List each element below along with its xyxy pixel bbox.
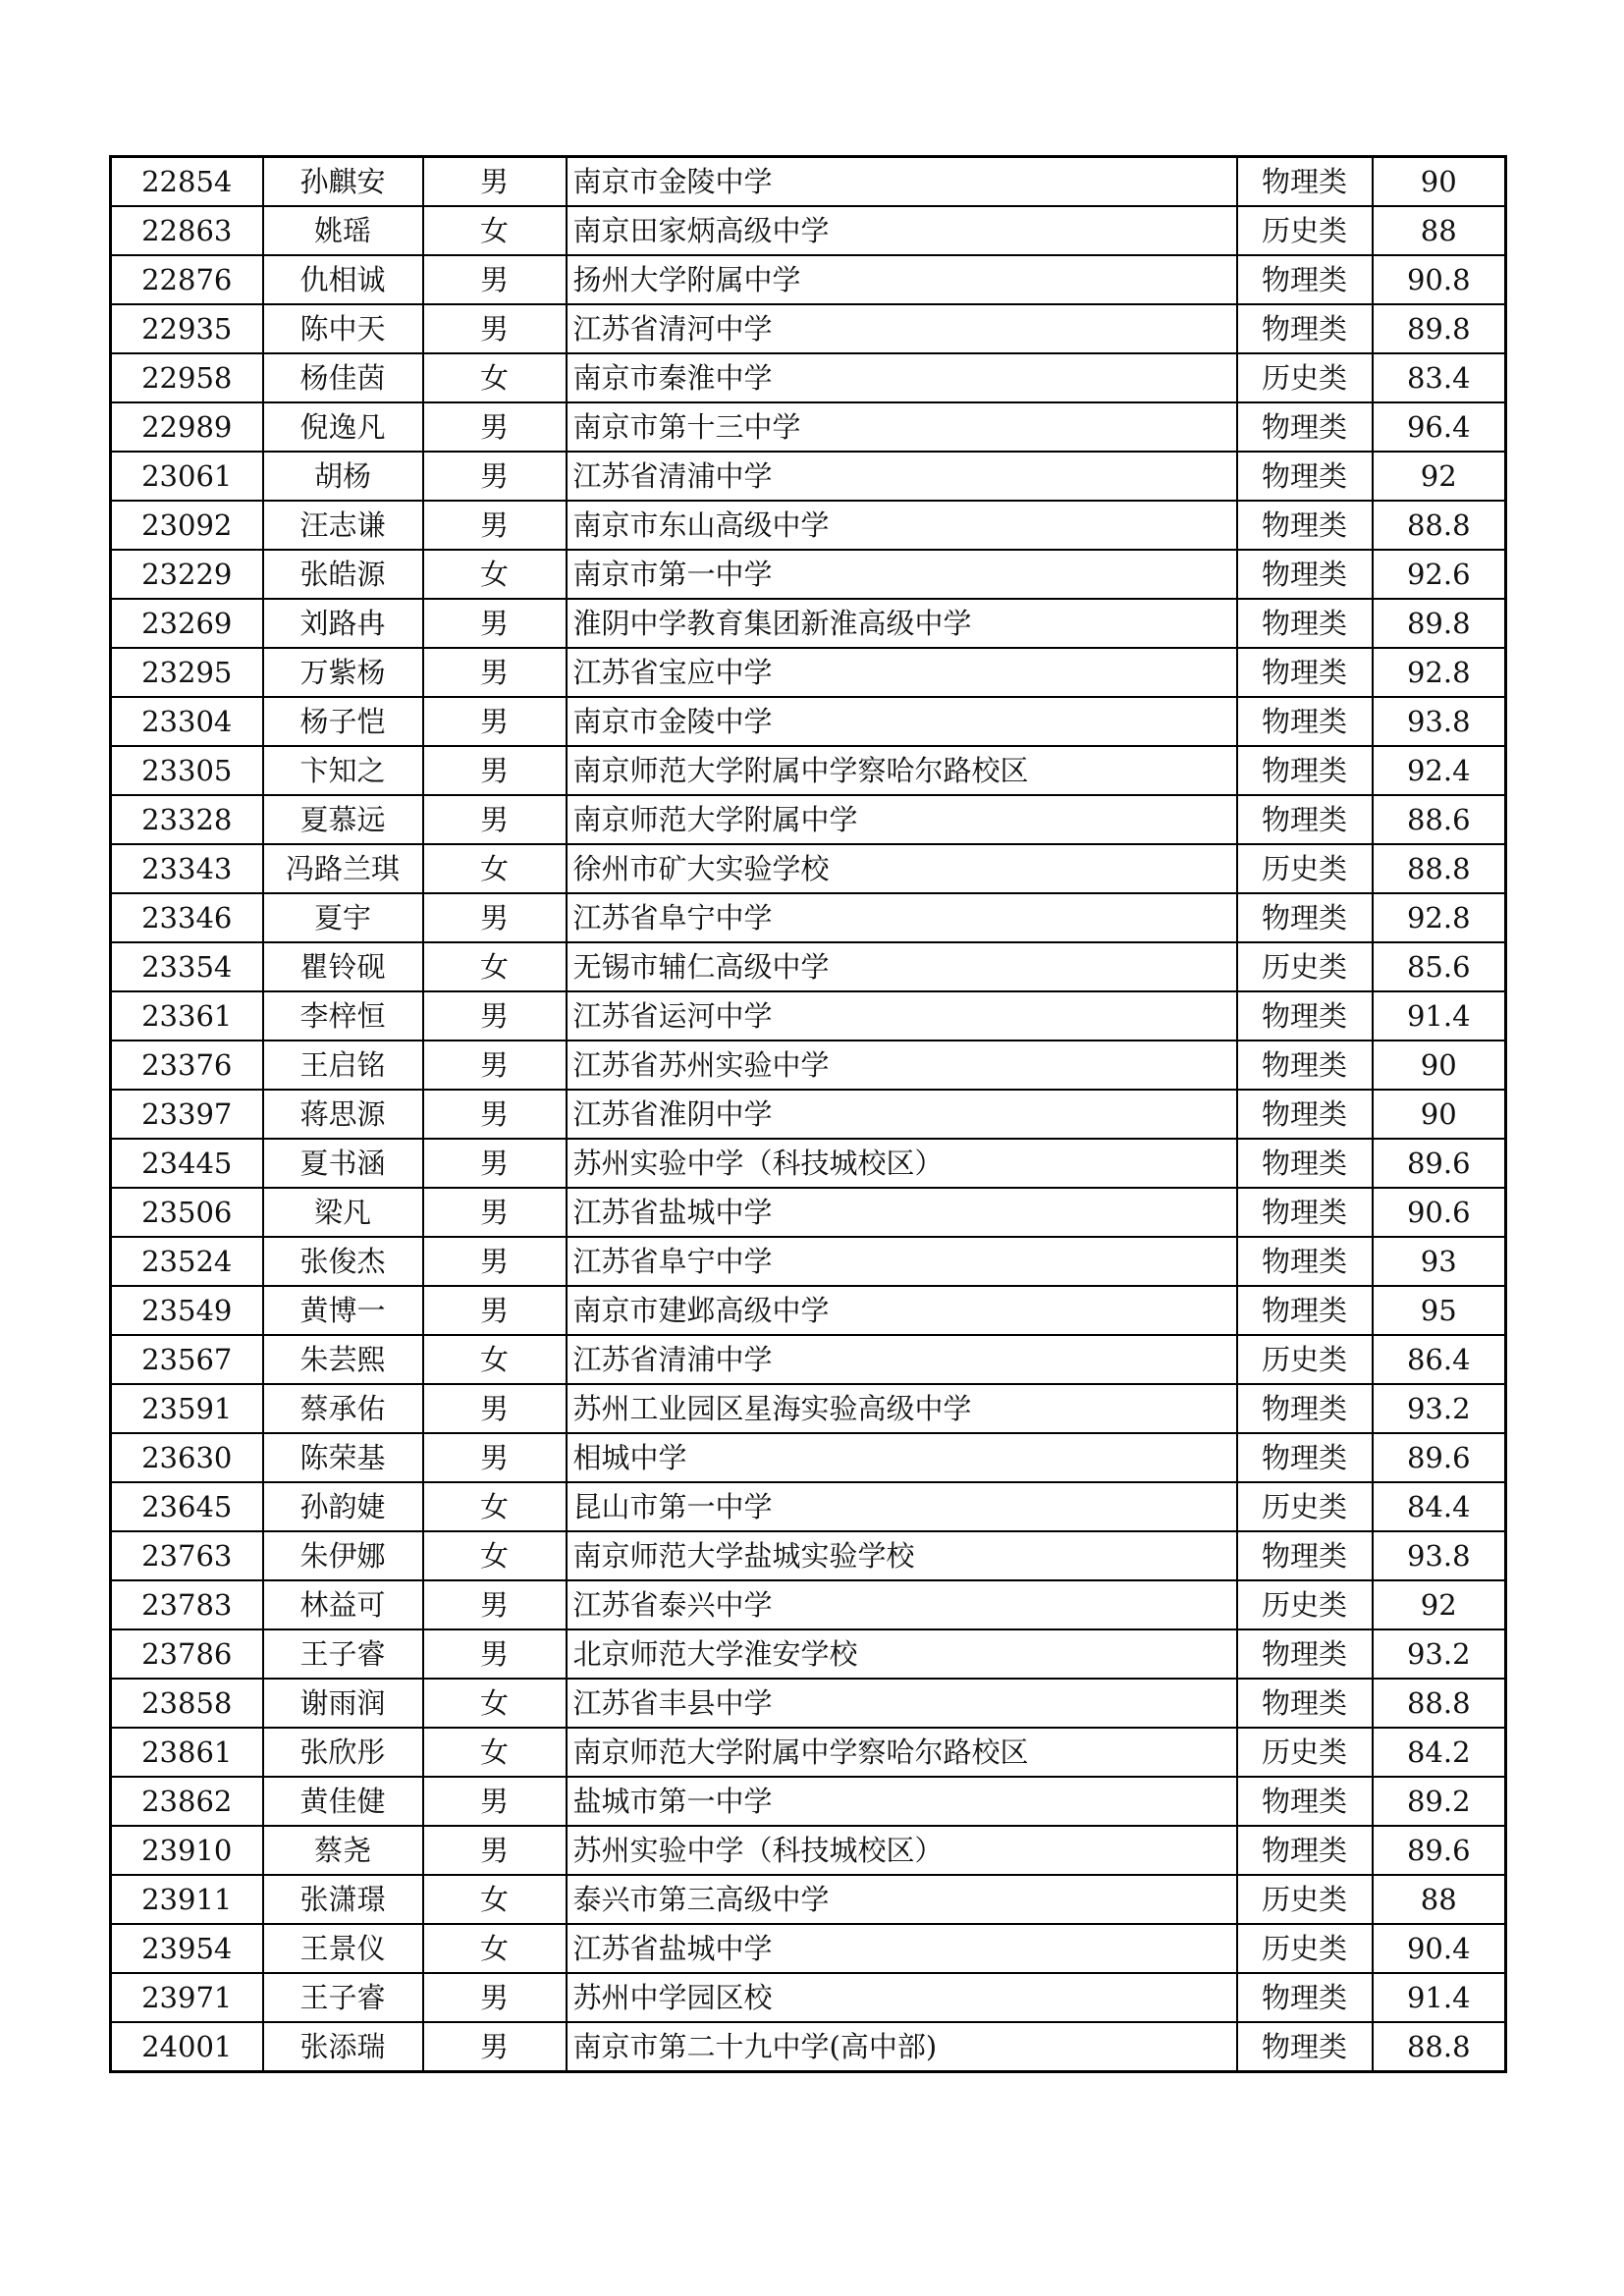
gender-cell: 女 (423, 1482, 567, 1531)
candidate-id-cell: 24001 (111, 2022, 263, 2072)
table-row (111, 942, 1506, 991)
gender-cell: 男 (423, 452, 567, 501)
student-name-cell: 蒋思源 (263, 1090, 423, 1139)
school-cell: 北京师范大学淮安学校 (567, 1629, 1237, 1679)
candidate-id-cell: 23376 (111, 1041, 263, 1090)
table-row (111, 1875, 1506, 1924)
score-cell: 93.8 (1373, 1531, 1506, 1580)
subject-category-cell: 历史类 (1237, 942, 1373, 991)
table-row (111, 599, 1506, 648)
subject-category-cell: 历史类 (1237, 844, 1373, 893)
table-row (111, 991, 1506, 1041)
student-name-cell: 杨子恺 (263, 697, 423, 746)
school-cell: 南京田家炳高级中学 (567, 206, 1237, 255)
student-name-cell: 姚瑶 (263, 206, 423, 255)
candidate-id-cell: 23630 (111, 1433, 263, 1482)
student-name-cell: 王启铭 (263, 1041, 423, 1090)
subject-category-cell: 物理类 (1237, 746, 1373, 795)
subject-category-cell: 物理类 (1237, 1188, 1373, 1237)
subject-category-cell: 历史类 (1237, 1482, 1373, 1531)
gender-cell: 女 (423, 1924, 567, 1973)
candidate-id-cell: 22863 (111, 206, 263, 255)
candidate-id-cell: 23911 (111, 1875, 263, 1924)
subject-category-cell: 物理类 (1237, 697, 1373, 746)
student-name-cell: 杨佳茵 (263, 353, 423, 402)
school-cell: 江苏省盐城中学 (567, 1188, 1237, 1237)
school-cell: 南京市建邺高级中学 (567, 1286, 1237, 1335)
table-row (111, 1041, 1506, 1090)
gender-cell: 女 (423, 1728, 567, 1777)
subject-category-cell: 物理类 (1237, 550, 1373, 599)
subject-category-cell: 物理类 (1237, 893, 1373, 942)
gender-cell: 男 (423, 1777, 567, 1826)
score-cell: 84.4 (1373, 1482, 1506, 1531)
table-row (111, 255, 1506, 304)
gender-cell: 女 (423, 206, 567, 255)
table-row (111, 1679, 1506, 1728)
candidate-id-cell: 23506 (111, 1188, 263, 1237)
score-cell: 89.6 (1373, 1826, 1506, 1875)
candidate-id-cell: 23858 (111, 1679, 263, 1728)
student-name-cell: 陈荣基 (263, 1433, 423, 1482)
gender-cell: 男 (423, 599, 567, 648)
table-row (111, 2022, 1506, 2072)
student-name-cell: 夏慕远 (263, 795, 423, 844)
subject-category-cell: 历史类 (1237, 1728, 1373, 1777)
score-cell: 90.4 (1373, 1924, 1506, 1973)
subject-category-cell: 物理类 (1237, 1041, 1373, 1090)
score-cell: 90.8 (1373, 255, 1506, 304)
subject-category-cell: 物理类 (1237, 402, 1373, 452)
candidate-id-cell: 23910 (111, 1826, 263, 1875)
school-cell: 江苏省清浦中学 (567, 452, 1237, 501)
gender-cell: 女 (423, 1335, 567, 1384)
gender-cell: 男 (423, 991, 567, 1041)
school-cell: 南京市金陵中学 (567, 157, 1237, 207)
gender-cell: 女 (423, 1679, 567, 1728)
student-name-cell: 夏宇 (263, 893, 423, 942)
table-row (111, 1433, 1506, 1482)
table-row (111, 1580, 1506, 1629)
gender-cell: 男 (423, 1090, 567, 1139)
student-name-cell: 蔡承佑 (263, 1384, 423, 1433)
student-name-cell: 张添瑞 (263, 2022, 423, 2072)
table-row (111, 452, 1506, 501)
roster-table (109, 155, 1507, 2073)
score-cell: 92.4 (1373, 746, 1506, 795)
table-row (111, 1826, 1506, 1875)
school-cell: 南京市第一中学 (567, 550, 1237, 599)
table-row (111, 1090, 1506, 1139)
gender-cell: 男 (423, 1580, 567, 1629)
score-cell: 84.2 (1373, 1728, 1506, 1777)
candidate-id-cell: 22876 (111, 255, 263, 304)
school-cell: 昆山市第一中学 (567, 1482, 1237, 1531)
subject-category-cell: 物理类 (1237, 648, 1373, 697)
table-row (111, 648, 1506, 697)
school-cell: 苏州实验中学（科技城校区） (567, 1139, 1237, 1188)
student-name-cell: 胡杨 (263, 452, 423, 501)
school-cell: 南京市东山高级中学 (567, 501, 1237, 550)
subject-category-cell: 物理类 (1237, 1384, 1373, 1433)
table-row (111, 1924, 1506, 1973)
score-cell: 93.2 (1373, 1629, 1506, 1679)
score-cell: 96.4 (1373, 402, 1506, 452)
gender-cell: 女 (423, 1531, 567, 1580)
school-cell: 江苏省宝应中学 (567, 648, 1237, 697)
student-name-cell: 林益可 (263, 1580, 423, 1629)
score-cell: 88.6 (1373, 795, 1506, 844)
candidate-id-cell: 23786 (111, 1629, 263, 1679)
gender-cell: 男 (423, 893, 567, 942)
candidate-id-cell: 23954 (111, 1924, 263, 1973)
school-cell: 南京师范大学附属中学察哈尔路校区 (567, 746, 1237, 795)
subject-category-cell: 物理类 (1237, 1826, 1373, 1875)
school-cell: 苏州工业园区星海实验高级中学 (567, 1384, 1237, 1433)
score-cell: 89.8 (1373, 599, 1506, 648)
candidate-id-cell: 22958 (111, 353, 263, 402)
school-cell: 苏州实验中学（科技城校区） (567, 1826, 1237, 1875)
student-name-cell: 陈中天 (263, 304, 423, 353)
gender-cell: 女 (423, 942, 567, 991)
student-name-cell: 汪志谦 (263, 501, 423, 550)
student-name-cell: 王子睿 (263, 1629, 423, 1679)
gender-cell: 男 (423, 501, 567, 550)
score-cell: 89.6 (1373, 1433, 1506, 1482)
table-row (111, 304, 1506, 353)
score-cell: 88.8 (1373, 844, 1506, 893)
candidate-id-cell: 23783 (111, 1580, 263, 1629)
student-name-cell: 卞知之 (263, 746, 423, 795)
gender-cell: 男 (423, 157, 567, 207)
student-name-cell: 瞿铃砚 (263, 942, 423, 991)
student-name-cell: 梁凡 (263, 1188, 423, 1237)
table-row (111, 1237, 1506, 1286)
school-cell: 相城中学 (567, 1433, 1237, 1482)
gender-cell: 男 (423, 304, 567, 353)
student-name-cell: 黄佳健 (263, 1777, 423, 1826)
school-cell: 江苏省阜宁中学 (567, 1237, 1237, 1286)
candidate-id-cell: 23445 (111, 1139, 263, 1188)
school-cell: 淮阴中学教育集团新淮高级中学 (567, 599, 1237, 648)
school-cell: 盐城市第一中学 (567, 1777, 1237, 1826)
candidate-id-cell: 23763 (111, 1531, 263, 1580)
table-row (111, 1384, 1506, 1433)
candidate-id-cell: 22989 (111, 402, 263, 452)
gender-cell: 男 (423, 1286, 567, 1335)
candidate-id-cell: 23269 (111, 599, 263, 648)
gender-cell: 男 (423, 1826, 567, 1875)
gender-cell: 女 (423, 550, 567, 599)
school-cell: 江苏省盐城中学 (567, 1924, 1237, 1973)
score-cell: 92.8 (1373, 893, 1506, 942)
table-row (111, 1973, 1506, 2022)
candidate-id-cell: 23861 (111, 1728, 263, 1777)
student-name-cell: 张俊杰 (263, 1237, 423, 1286)
student-name-cell: 刘路冉 (263, 599, 423, 648)
gender-cell: 男 (423, 2022, 567, 2072)
score-cell: 83.4 (1373, 353, 1506, 402)
table-row (111, 746, 1506, 795)
subject-category-cell: 物理类 (1237, 1433, 1373, 1482)
subject-category-cell: 物理类 (1237, 599, 1373, 648)
gender-cell: 男 (423, 1237, 567, 1286)
school-cell: 徐州市矿大实验学校 (567, 844, 1237, 893)
score-cell: 90 (1373, 157, 1506, 207)
student-name-cell: 朱伊娜 (263, 1531, 423, 1580)
student-name-cell: 李梓恒 (263, 991, 423, 1041)
school-cell: 江苏省丰县中学 (567, 1679, 1237, 1728)
student-name-cell: 朱芸熙 (263, 1335, 423, 1384)
candidate-id-cell: 23229 (111, 550, 263, 599)
table-row (111, 402, 1506, 452)
gender-cell: 男 (423, 795, 567, 844)
candidate-id-cell: 23397 (111, 1090, 263, 1139)
gender-cell: 男 (423, 1188, 567, 1237)
school-cell: 泰兴市第三高级中学 (567, 1875, 1237, 1924)
school-cell: 无锡市辅仁高级中学 (567, 942, 1237, 991)
table-row (111, 501, 1506, 550)
score-cell: 89.2 (1373, 1777, 1506, 1826)
table-row (111, 1286, 1506, 1335)
subject-category-cell: 物理类 (1237, 1090, 1373, 1139)
table-row (111, 1728, 1506, 1777)
candidate-id-cell: 23092 (111, 501, 263, 550)
score-cell: 89.8 (1373, 304, 1506, 353)
student-name-cell: 张潇璟 (263, 1875, 423, 1924)
subject-category-cell: 历史类 (1237, 1924, 1373, 1973)
table-row (111, 1188, 1506, 1237)
candidate-id-cell: 23295 (111, 648, 263, 697)
gender-cell: 女 (423, 353, 567, 402)
score-cell: 92.6 (1373, 550, 1506, 599)
subject-category-cell: 历史类 (1237, 353, 1373, 402)
candidate-id-cell: 23361 (111, 991, 263, 1041)
candidate-id-cell: 23549 (111, 1286, 263, 1335)
table-row (111, 550, 1506, 599)
school-cell: 江苏省淮阴中学 (567, 1090, 1237, 1139)
table-row (111, 844, 1506, 893)
school-cell: 南京师范大学盐城实验学校 (567, 1531, 1237, 1580)
subject-category-cell: 物理类 (1237, 991, 1373, 1041)
score-cell: 86.4 (1373, 1335, 1506, 1384)
school-cell: 南京市第十三中学 (567, 402, 1237, 452)
subject-category-cell: 物理类 (1237, 452, 1373, 501)
table-row (111, 795, 1506, 844)
school-cell: 南京市第二十九中学(高中部) (567, 2022, 1237, 2072)
subject-category-cell: 物理类 (1237, 1973, 1373, 2022)
score-cell: 90.6 (1373, 1188, 1506, 1237)
school-cell: 江苏省苏州实验中学 (567, 1041, 1237, 1090)
score-cell: 88 (1373, 1875, 1506, 1924)
score-cell: 90 (1373, 1090, 1506, 1139)
student-name-cell: 谢雨润 (263, 1679, 423, 1728)
candidate-id-cell: 23645 (111, 1482, 263, 1531)
school-cell: 南京师范大学附属中学 (567, 795, 1237, 844)
student-name-cell: 仇相诚 (263, 255, 423, 304)
score-cell: 93.8 (1373, 697, 1506, 746)
subject-category-cell: 物理类 (1237, 1679, 1373, 1728)
table-row (111, 353, 1506, 402)
score-cell: 92.8 (1373, 648, 1506, 697)
candidate-id-cell: 23591 (111, 1384, 263, 1433)
candidate-id-cell: 23971 (111, 1973, 263, 2022)
subject-category-cell: 物理类 (1237, 1286, 1373, 1335)
score-cell: 93.2 (1373, 1384, 1506, 1433)
gender-cell: 男 (423, 648, 567, 697)
subject-category-cell: 物理类 (1237, 501, 1373, 550)
score-cell: 90 (1373, 1041, 1506, 1090)
student-name-cell: 王子睿 (263, 1973, 423, 2022)
score-cell: 85.6 (1373, 942, 1506, 991)
table-row (111, 157, 1506, 207)
subject-category-cell: 物理类 (1237, 1629, 1373, 1679)
student-name-cell: 黄博一 (263, 1286, 423, 1335)
student-name-cell: 孙麒安 (263, 157, 423, 207)
score-cell: 91.4 (1373, 1973, 1506, 2022)
gender-cell: 女 (423, 844, 567, 893)
school-cell: 江苏省清浦中学 (567, 1335, 1237, 1384)
subject-category-cell: 历史类 (1237, 1580, 1373, 1629)
student-name-cell: 蔡尧 (263, 1826, 423, 1875)
candidate-id-cell: 22854 (111, 157, 263, 207)
school-cell: 江苏省运河中学 (567, 991, 1237, 1041)
gender-cell: 男 (423, 1139, 567, 1188)
student-name-cell: 张皓源 (263, 550, 423, 599)
score-cell: 88 (1373, 206, 1506, 255)
table-row (111, 1629, 1506, 1679)
subject-category-cell: 物理类 (1237, 304, 1373, 353)
candidate-id-cell: 23305 (111, 746, 263, 795)
school-cell: 苏州中学园区校 (567, 1973, 1237, 2022)
gender-cell: 男 (423, 746, 567, 795)
candidate-id-cell: 23328 (111, 795, 263, 844)
school-cell: 南京市秦淮中学 (567, 353, 1237, 402)
school-cell: 南京市金陵中学 (567, 697, 1237, 746)
candidate-id-cell: 23354 (111, 942, 263, 991)
gender-cell: 男 (423, 697, 567, 746)
gender-cell: 女 (423, 1875, 567, 1924)
table-row (111, 1335, 1506, 1384)
score-cell: 89.6 (1373, 1139, 1506, 1188)
gender-cell: 男 (423, 255, 567, 304)
subject-category-cell: 物理类 (1237, 255, 1373, 304)
student-name-cell: 夏书涵 (263, 1139, 423, 1188)
student-name-cell: 王景仪 (263, 1924, 423, 1973)
gender-cell: 男 (423, 402, 567, 452)
gender-cell: 男 (423, 1629, 567, 1679)
school-cell: 江苏省清河中学 (567, 304, 1237, 353)
table-row (111, 1531, 1506, 1580)
student-name-cell: 冯路兰琪 (263, 844, 423, 893)
score-cell: 88.8 (1373, 2022, 1506, 2072)
table-row (111, 1139, 1506, 1188)
subject-category-cell: 物理类 (1237, 157, 1373, 207)
subject-category-cell: 物理类 (1237, 2022, 1373, 2072)
score-cell: 93 (1373, 1237, 1506, 1286)
student-name-cell: 万紫杨 (263, 648, 423, 697)
gender-cell: 男 (423, 1973, 567, 2022)
score-cell: 88.8 (1373, 501, 1506, 550)
subject-category-cell: 物理类 (1237, 795, 1373, 844)
subject-category-cell: 历史类 (1237, 206, 1373, 255)
candidate-id-cell: 23862 (111, 1777, 263, 1826)
subject-category-cell: 物理类 (1237, 1237, 1373, 1286)
gender-cell: 男 (423, 1384, 567, 1433)
score-cell: 92 (1373, 1580, 1506, 1629)
score-cell: 88.8 (1373, 1679, 1506, 1728)
subject-category-cell: 物理类 (1237, 1777, 1373, 1826)
student-name-cell: 孙韵婕 (263, 1482, 423, 1531)
table-row (111, 893, 1506, 942)
subject-category-cell: 物理类 (1237, 1139, 1373, 1188)
score-cell: 95 (1373, 1286, 1506, 1335)
school-cell: 扬州大学附属中学 (567, 255, 1237, 304)
gender-cell: 男 (423, 1433, 567, 1482)
table-row (111, 697, 1506, 746)
gender-cell: 男 (423, 1041, 567, 1090)
table-row (111, 1777, 1506, 1826)
subject-category-cell: 历史类 (1237, 1335, 1373, 1384)
student-name-cell: 张欣彤 (263, 1728, 423, 1777)
roster-table-body (111, 157, 1506, 2072)
candidate-id-cell: 23524 (111, 1237, 263, 1286)
candidate-id-cell: 23343 (111, 844, 263, 893)
candidate-id-cell: 23061 (111, 452, 263, 501)
candidate-id-cell: 22935 (111, 304, 263, 353)
subject-category-cell: 历史类 (1237, 1875, 1373, 1924)
candidate-id-cell: 23304 (111, 697, 263, 746)
candidate-id-cell: 23567 (111, 1335, 263, 1384)
score-cell: 91.4 (1373, 991, 1506, 1041)
candidate-id-cell: 23346 (111, 893, 263, 942)
school-cell: 江苏省阜宁中学 (567, 893, 1237, 942)
school-cell: 南京师范大学附属中学察哈尔路校区 (567, 1728, 1237, 1777)
school-cell: 江苏省泰兴中学 (567, 1580, 1237, 1629)
score-cell: 92 (1373, 452, 1506, 501)
subject-category-cell: 物理类 (1237, 1531, 1373, 1580)
student-name-cell: 倪逸凡 (263, 402, 423, 452)
table-row (111, 206, 1506, 255)
table-row (111, 1482, 1506, 1531)
